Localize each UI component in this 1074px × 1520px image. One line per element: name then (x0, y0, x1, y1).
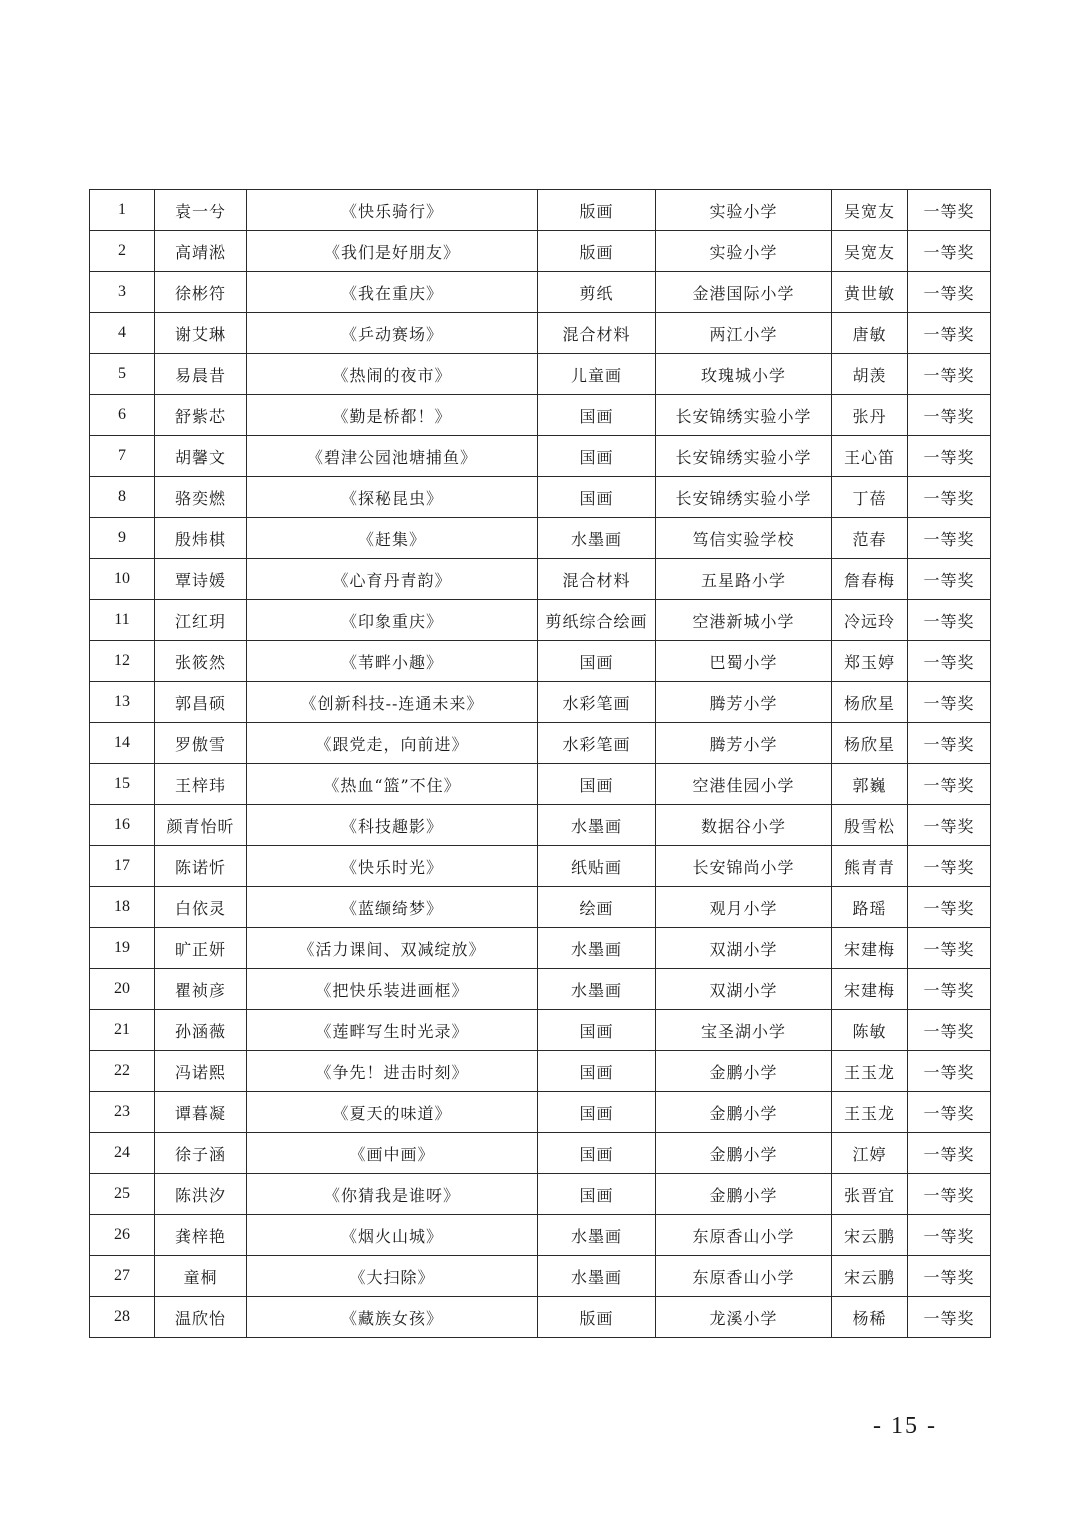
teacher-name: 江婷 (832, 1133, 908, 1174)
teacher-name: 熊青青 (832, 846, 908, 887)
teacher-name: 杨欣星 (832, 723, 908, 764)
row-number: 14 (90, 723, 155, 764)
table-row (90, 1174, 991, 1215)
table-row (90, 887, 991, 928)
artwork-category: 绘画 (538, 887, 656, 928)
artwork-title: 《藏族女孩》 (247, 1297, 538, 1338)
student-name: 骆奕燃 (155, 477, 247, 518)
artwork-title: 《赶集》 (247, 518, 538, 559)
artwork-category: 国画 (538, 1051, 656, 1092)
student-name: 旷正妍 (155, 928, 247, 969)
table-row (90, 846, 991, 887)
award-level: 一等奖 (908, 354, 991, 395)
row-number: 28 (90, 1297, 155, 1338)
table-row (90, 313, 991, 354)
award-level: 一等奖 (908, 1174, 991, 1215)
table-row (90, 1051, 991, 1092)
table-row (90, 1297, 991, 1338)
table-row (90, 518, 991, 559)
row-number: 13 (90, 682, 155, 723)
row-number: 12 (90, 641, 155, 682)
school-name: 五星路小学 (656, 559, 832, 600)
award-level: 一等奖 (908, 313, 991, 354)
student-name: 胡馨文 (155, 436, 247, 477)
award-level: 一等奖 (908, 395, 991, 436)
student-name: 冯诺熙 (155, 1051, 247, 1092)
teacher-name: 吴宽友 (832, 190, 908, 231)
teacher-name: 黄世敏 (832, 272, 908, 313)
table-row (90, 354, 991, 395)
table-row (90, 1092, 991, 1133)
artwork-title: 《印象重庆》 (247, 600, 538, 641)
row-number: 10 (90, 559, 155, 600)
teacher-name: 殷雪松 (832, 805, 908, 846)
teacher-name: 杨稀 (832, 1297, 908, 1338)
artwork-category: 国画 (538, 1010, 656, 1051)
teacher-name: 宋云鹏 (832, 1256, 908, 1297)
student-name: 陈洪汐 (155, 1174, 247, 1215)
award-level: 一等奖 (908, 1092, 991, 1133)
award-level: 一等奖 (908, 641, 991, 682)
artwork-title: 《争先！进击时刻》 (247, 1051, 538, 1092)
award-level: 一等奖 (908, 764, 991, 805)
student-name: 郭昌硕 (155, 682, 247, 723)
artwork-category: 水墨画 (538, 1256, 656, 1297)
student-name: 徐彬符 (155, 272, 247, 313)
student-name: 江红玥 (155, 600, 247, 641)
table-row (90, 395, 991, 436)
artwork-title: 《我在重庆》 (247, 272, 538, 313)
artwork-category: 纸贴画 (538, 846, 656, 887)
table-row (90, 1133, 991, 1174)
table-row (90, 723, 991, 764)
artwork-title: 《画中画》 (247, 1133, 538, 1174)
student-name: 温欣怡 (155, 1297, 247, 1338)
row-number: 19 (90, 928, 155, 969)
artwork-title: 《乒动赛场》 (247, 313, 538, 354)
school-name: 实验小学 (656, 231, 832, 272)
artwork-category: 水彩笔画 (538, 723, 656, 764)
school-name: 实验小学 (656, 190, 832, 231)
student-name: 张筱然 (155, 641, 247, 682)
student-name: 袁一兮 (155, 190, 247, 231)
school-name: 金鹏小学 (656, 1174, 832, 1215)
award-level: 一等奖 (908, 1256, 991, 1297)
teacher-name: 路瑶 (832, 887, 908, 928)
award-level: 一等奖 (908, 1133, 991, 1174)
teacher-name: 冷远玲 (832, 600, 908, 641)
table-row (90, 600, 991, 641)
student-name: 王梓玮 (155, 764, 247, 805)
student-name: 舒紫芯 (155, 395, 247, 436)
artwork-title: 《跟党走，向前进》 (247, 723, 538, 764)
artwork-category: 水彩笔画 (538, 682, 656, 723)
row-number: 17 (90, 846, 155, 887)
artwork-category: 水墨画 (538, 805, 656, 846)
artwork-category: 版画 (538, 231, 656, 272)
student-name: 谭暮凝 (155, 1092, 247, 1133)
student-name: 白依灵 (155, 887, 247, 928)
teacher-name: 郭巍 (832, 764, 908, 805)
student-name: 罗傲雪 (155, 723, 247, 764)
teacher-name: 王玉龙 (832, 1051, 908, 1092)
school-name: 空港新城小学 (656, 600, 832, 641)
row-number: 3 (90, 272, 155, 313)
artwork-title: 《莲畔写生时光录》 (247, 1010, 538, 1051)
school-name: 金鹏小学 (656, 1092, 832, 1133)
artwork-title: 《热血“篮”不住》 (247, 764, 538, 805)
school-name: 玫瑰城小学 (656, 354, 832, 395)
table-row (90, 231, 991, 272)
award-level: 一等奖 (908, 1297, 991, 1338)
school-name: 金港国际小学 (656, 272, 832, 313)
table-row (90, 1256, 991, 1297)
teacher-name: 丁蓓 (832, 477, 908, 518)
teacher-name: 詹春梅 (832, 559, 908, 600)
student-name: 瞿祯彦 (155, 969, 247, 1010)
artwork-category: 水墨画 (538, 1215, 656, 1256)
school-name: 双湖小学 (656, 969, 832, 1010)
teacher-name: 宋建梅 (832, 969, 908, 1010)
teacher-name: 郑玉婷 (832, 641, 908, 682)
artwork-category: 版画 (538, 190, 656, 231)
teacher-name: 王玉龙 (832, 1092, 908, 1133)
page-number: - 15 - (873, 1413, 937, 1439)
student-name: 谢艾琳 (155, 313, 247, 354)
artwork-title: 《勤是桥都！》 (247, 395, 538, 436)
table-row (90, 1215, 991, 1256)
row-number: 18 (90, 887, 155, 928)
row-number: 27 (90, 1256, 155, 1297)
row-number: 21 (90, 1010, 155, 1051)
school-name: 龙溪小学 (656, 1297, 832, 1338)
table-row (90, 764, 991, 805)
teacher-name: 范春 (832, 518, 908, 559)
artwork-title: 《快乐骑行》 (247, 190, 538, 231)
table-row (90, 559, 991, 600)
table-row (90, 641, 991, 682)
artwork-title: 《热闹的夜市》 (247, 354, 538, 395)
table-row (90, 682, 991, 723)
artwork-title: 《快乐时光》 (247, 846, 538, 887)
school-name: 腾芳小学 (656, 682, 832, 723)
award-level: 一等奖 (908, 1010, 991, 1051)
award-level: 一等奖 (908, 272, 991, 313)
row-number: 11 (90, 600, 155, 641)
row-number: 26 (90, 1215, 155, 1256)
row-number: 25 (90, 1174, 155, 1215)
artwork-title: 《把快乐装进画框》 (247, 969, 538, 1010)
artwork-title: 《我们是好朋友》 (247, 231, 538, 272)
table-row (90, 1010, 991, 1051)
student-name: 孙涵薇 (155, 1010, 247, 1051)
row-number: 4 (90, 313, 155, 354)
award-table (89, 189, 991, 1338)
table-row (90, 190, 991, 231)
artwork-category: 混合材料 (538, 313, 656, 354)
award-table-body (90, 190, 991, 1338)
row-number: 5 (90, 354, 155, 395)
row-number: 20 (90, 969, 155, 1010)
artwork-category: 国画 (538, 1133, 656, 1174)
award-level: 一等奖 (908, 231, 991, 272)
artwork-title: 《创新科技--连通未来》 (247, 682, 538, 723)
school-name: 两江小学 (656, 313, 832, 354)
school-name: 空港佳园小学 (656, 764, 832, 805)
award-level: 一等奖 (908, 846, 991, 887)
school-name: 东原香山小学 (656, 1215, 832, 1256)
artwork-category: 国画 (538, 395, 656, 436)
artwork-category: 剪纸 (538, 272, 656, 313)
teacher-name: 吴宽友 (832, 231, 908, 272)
award-level: 一等奖 (908, 1215, 991, 1256)
school-name: 双湖小学 (656, 928, 832, 969)
teacher-name: 宋云鹏 (832, 1215, 908, 1256)
school-name: 长安锦绣实验小学 (656, 436, 832, 477)
student-name: 童桐 (155, 1256, 247, 1297)
school-name: 宝圣湖小学 (656, 1010, 832, 1051)
school-name: 数据谷小学 (656, 805, 832, 846)
artwork-title: 《大扫除》 (247, 1256, 538, 1297)
award-level: 一等奖 (908, 723, 991, 764)
row-number: 2 (90, 231, 155, 272)
artwork-category: 版画 (538, 1297, 656, 1338)
student-name: 易晨昔 (155, 354, 247, 395)
artwork-title: 《心育丹青韵》 (247, 559, 538, 600)
row-number: 8 (90, 477, 155, 518)
teacher-name: 张丹 (832, 395, 908, 436)
row-number: 23 (90, 1092, 155, 1133)
table-row (90, 928, 991, 969)
award-level: 一等奖 (908, 600, 991, 641)
row-number: 7 (90, 436, 155, 477)
school-name: 巴蜀小学 (656, 641, 832, 682)
table-row (90, 272, 991, 313)
artwork-title: 《苇畔小趣》 (247, 641, 538, 682)
teacher-name: 胡羡 (832, 354, 908, 395)
student-name: 龚梓艳 (155, 1215, 247, 1256)
row-number: 16 (90, 805, 155, 846)
teacher-name: 王心笛 (832, 436, 908, 477)
artwork-title: 《碧津公园池塘捕鱼》 (247, 436, 538, 477)
school-name: 长安锦尚小学 (656, 846, 832, 887)
award-level: 一等奖 (908, 805, 991, 846)
teacher-name: 张晋宜 (832, 1174, 908, 1215)
table-row (90, 436, 991, 477)
row-number: 9 (90, 518, 155, 559)
student-name: 陈诺忻 (155, 846, 247, 887)
award-level: 一等奖 (908, 190, 991, 231)
teacher-name: 唐敏 (832, 313, 908, 354)
row-number: 15 (90, 764, 155, 805)
teacher-name: 陈敏 (832, 1010, 908, 1051)
student-name: 覃诗媛 (155, 559, 247, 600)
artwork-category: 混合材料 (538, 559, 656, 600)
school-name: 腾芳小学 (656, 723, 832, 764)
table-row (90, 805, 991, 846)
award-level: 一等奖 (908, 477, 991, 518)
artwork-title: 《你猜我是谁呀》 (247, 1174, 538, 1215)
artwork-title: 《探秘昆虫》 (247, 477, 538, 518)
student-name: 殷炜棋 (155, 518, 247, 559)
artwork-title: 《蓝缬绮梦》 (247, 887, 538, 928)
artwork-category: 国画 (538, 764, 656, 805)
artwork-category: 水墨画 (538, 518, 656, 559)
school-name: 长安锦绣实验小学 (656, 395, 832, 436)
artwork-category: 国画 (538, 436, 656, 477)
teacher-name: 杨欣星 (832, 682, 908, 723)
award-level: 一等奖 (908, 436, 991, 477)
row-number: 24 (90, 1133, 155, 1174)
school-name: 长安锦绣实验小学 (656, 477, 832, 518)
artwork-category: 剪纸综合绘画 (538, 600, 656, 641)
student-name: 高靖淞 (155, 231, 247, 272)
row-number: 1 (90, 190, 155, 231)
school-name: 笃信实验学校 (656, 518, 832, 559)
artwork-title: 《烟火山城》 (247, 1215, 538, 1256)
artwork-category: 水墨画 (538, 928, 656, 969)
school-name: 金鹏小学 (656, 1051, 832, 1092)
artwork-category: 国画 (538, 477, 656, 518)
award-level: 一等奖 (908, 1051, 991, 1092)
student-name: 徐子涵 (155, 1133, 247, 1174)
award-level: 一等奖 (908, 887, 991, 928)
table-row (90, 477, 991, 518)
row-number: 22 (90, 1051, 155, 1092)
artwork-title: 《科技趣影》 (247, 805, 538, 846)
school-name: 金鹏小学 (656, 1133, 832, 1174)
award-level: 一等奖 (908, 928, 991, 969)
artwork-category: 水墨画 (538, 969, 656, 1010)
school-name: 观月小学 (656, 887, 832, 928)
artwork-category: 国画 (538, 641, 656, 682)
award-level: 一等奖 (908, 559, 991, 600)
artwork-title: 《活力课间、双减绽放》 (247, 928, 538, 969)
table-row (90, 969, 991, 1010)
artwork-title: 《夏天的味道》 (247, 1092, 538, 1133)
award-level: 一等奖 (908, 518, 991, 559)
student-name: 颜青怡昕 (155, 805, 247, 846)
artwork-category: 儿童画 (538, 354, 656, 395)
award-level: 一等奖 (908, 969, 991, 1010)
artwork-category: 国画 (538, 1092, 656, 1133)
row-number: 6 (90, 395, 155, 436)
award-level: 一等奖 (908, 682, 991, 723)
teacher-name: 宋建梅 (832, 928, 908, 969)
artwork-category: 国画 (538, 1174, 656, 1215)
school-name: 东原香山小学 (656, 1256, 832, 1297)
